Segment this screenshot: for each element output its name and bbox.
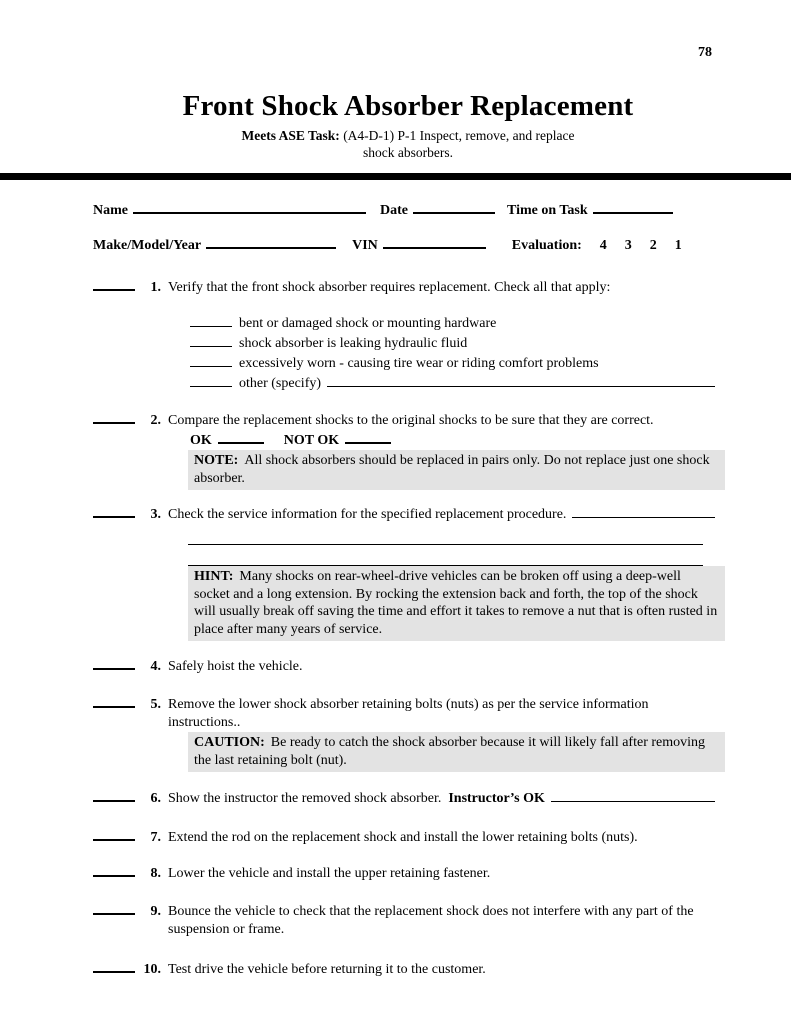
name-blank[interactable] (133, 200, 366, 214)
evaluation-option-3[interactable]: 3 (624, 238, 632, 253)
checklist-row (190, 333, 715, 353)
step-4-completion-blank[interactable] (93, 656, 135, 670)
step-8-completion-blank[interactable] (93, 863, 135, 877)
step-2-completion-blank[interactable] (93, 410, 135, 424)
procedure-blank[interactable] (572, 504, 715, 518)
step-6-completion-blank[interactable] (93, 788, 135, 802)
ase-task-text: (A4-D-1) P-1 Inspect, remove, and replace (343, 128, 575, 143)
header (0, 0, 791, 161)
make-model-year-label: Make/Model/Year (93, 238, 202, 253)
task-item-3 (93, 504, 718, 641)
ase-task-line (93, 127, 723, 144)
step-8-text: Lower the vehicle and install the upper retaining fastener. (168, 866, 491, 881)
hint-label: HINT: (194, 569, 234, 584)
step-1-number: 1. (150, 280, 161, 295)
task-item-7 (93, 827, 715, 847)
step-5-completion-blank[interactable] (93, 694, 135, 708)
step-7-number: 7. (150, 830, 161, 845)
instructor-ok-blank[interactable] (551, 788, 715, 802)
other-specify-blank[interactable] (327, 373, 715, 387)
evaluation-option-2[interactable]: 2 (649, 238, 657, 253)
checklist-blank-3[interactable] (190, 353, 232, 367)
instructor-ok-label: Instructor’s OK (448, 791, 545, 806)
note-text: All shock absorbers should be replaced in pairs only. Do not replace just one shock absorber. (194, 453, 710, 486)
identification-row (93, 200, 715, 220)
step-8-number: 8. (150, 866, 161, 881)
task-item-10 (93, 959, 715, 979)
ok-not-ok-line (190, 430, 715, 450)
date-label: Date (380, 203, 408, 218)
vin-label: VIN (352, 238, 378, 253)
step-9-text: Bounce the vehicle to check that the replacement shock does not interfere with any part of the suspension or frame. (168, 904, 694, 937)
step-4-text: Safely hoist the vehicle. (168, 659, 303, 674)
checklist-text: excessively worn - causing tire wear or riding comfort problems (239, 356, 599, 371)
task-item-6 (93, 788, 715, 808)
checklist-row (190, 353, 715, 373)
step-4-number: 4. (150, 659, 161, 674)
step-3-text: Check the service information for the specified replacement procedure. (168, 507, 567, 522)
vehicle-row (93, 235, 715, 255)
step-5-number: 5. (150, 697, 161, 712)
divider-bar (0, 173, 791, 180)
task-item-4 (93, 656, 715, 676)
step-2-text: Compare the replacement shocks to the original shocks to be sure that they are correct. (168, 413, 654, 428)
checklist-row-other (190, 373, 715, 393)
evaluation-option-4[interactable]: 4 (599, 238, 607, 253)
checklist-row (190, 313, 715, 333)
make-model-year-blank[interactable] (206, 235, 336, 249)
step-10-text: Test drive the vehicle before returning it to the customer. (168, 962, 486, 977)
page-number: 78 (698, 45, 712, 60)
task-item-5 (93, 694, 715, 772)
worksheet-content (93, 200, 718, 979)
evaluation-option-1[interactable]: 1 (674, 238, 682, 253)
name-label: Name (93, 203, 128, 218)
ase-task-line-2: shock absorbers. (363, 145, 453, 160)
step-1-text: Verify that the front shock absorber requires replacement. Check all that apply: (168, 280, 611, 295)
ok-label: OK (190, 433, 212, 448)
page-title: Front Shock Absorber Replacement (182, 90, 634, 122)
checklist-other-label: other (specify) (239, 376, 322, 391)
checklist-blank-2[interactable] (190, 333, 232, 347)
step-9-number: 9. (150, 904, 161, 919)
step-10-completion-blank[interactable] (93, 959, 135, 973)
not-ok-blank[interactable] (345, 430, 391, 444)
vin-blank[interactable] (383, 235, 486, 249)
ok-blank[interactable] (218, 430, 264, 444)
checklist-text: shock absorber is leaking hydraulic fluid (239, 336, 468, 351)
step-1-checklist (190, 313, 715, 393)
ase-task-label: Meets ASE Task: (241, 128, 340, 143)
caution-text: Be ready to catch the shock absorber because it will likely fall after removing the last retaining bolt (nut). (194, 735, 706, 768)
task-item-2 (93, 410, 715, 490)
step-2-number: 2. (150, 413, 161, 428)
evaluation-label: Evaluation: (511, 238, 582, 253)
step-10-number: 10. (143, 962, 161, 977)
checklist-blank-other[interactable] (190, 373, 232, 387)
task-item-9 (93, 901, 715, 939)
step-3-number: 3. (150, 507, 161, 522)
not-ok-label: NOT OK (283, 433, 340, 448)
caution-box (188, 732, 725, 772)
step-7-completion-blank[interactable] (93, 827, 135, 841)
caution-label: CAUTION: (194, 735, 265, 750)
step-9-completion-blank[interactable] (93, 901, 135, 915)
checklist-text: bent or damaged shock or mounting hardware (239, 316, 497, 331)
step-3-completion-blank[interactable] (93, 504, 135, 518)
time-on-task-label: Time on Task (507, 203, 588, 218)
note-label: NOTE: (194, 453, 239, 468)
note-box (188, 450, 725, 490)
hint-text: Many shocks on rear-wheel-drive vehicles can be broken off using a deep-well socket and a long extension. By rocking the extension back and forth, the top of the shock will usually break off saving the time and effort it takes to remove a nut that is often rusted in place after many years of service. (194, 569, 718, 637)
step-1-completion-blank[interactable] (93, 277, 135, 291)
writing-line-2[interactable] (188, 545, 703, 566)
task-item-1 (93, 277, 715, 393)
step-5-text: Remove the lower shock absorber retaining bolts (nuts) as per the service information instructions.. (168, 697, 649, 730)
hint-box (188, 566, 725, 641)
step-6-text: Show the instructor the removed shock absorber. (168, 791, 442, 806)
writing-line-1[interactable] (188, 524, 703, 545)
step-6-number: 6. (150, 791, 161, 806)
checklist-blank-1[interactable] (190, 313, 232, 327)
time-on-task-blank[interactable] (593, 200, 673, 214)
step-7-text: Extend the rod on the replacement shock and install the lower retaining bolts (nuts). (168, 830, 638, 845)
date-blank[interactable] (413, 200, 495, 214)
task-item-8 (93, 863, 715, 883)
